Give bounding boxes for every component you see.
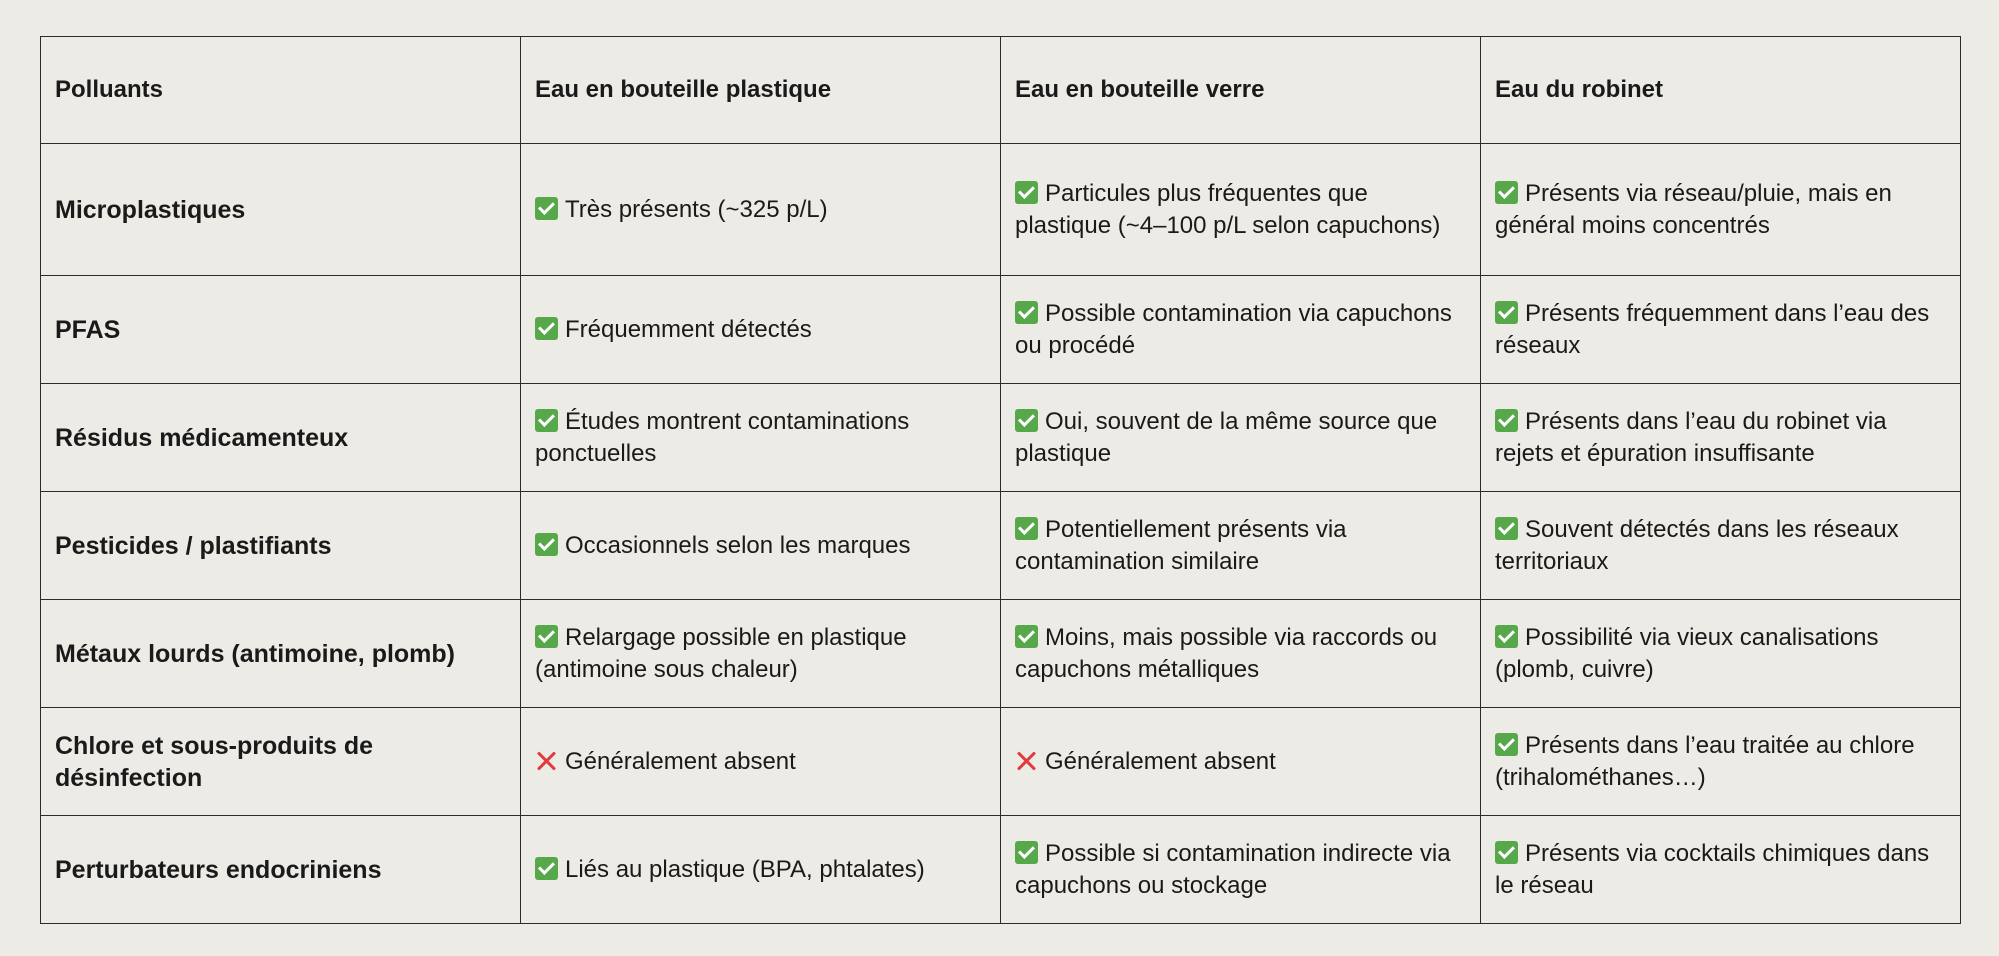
comparison-table-container [40,36,1961,924]
check-mark-icon [1495,301,1518,324]
cell-glass-bottle [1001,276,1481,384]
check-mark-icon [535,625,558,648]
cell-plastic-bottle [521,144,1001,276]
cell-text: Souvent détectés dans les réseaux territoriaux [1495,515,1899,575]
cell-text: Occasionnels selon les marques [565,531,911,559]
cell-plastic-bottle [521,708,1001,816]
cell-glass-bottle [1001,144,1481,276]
cross-mark-icon [1015,749,1038,772]
check-mark-icon [1495,409,1518,432]
cell-glass-bottle [1001,384,1481,492]
cross-mark-icon [535,749,558,772]
pollutant-name: PFAS [41,276,521,384]
cell-glass-bottle [1001,816,1481,924]
check-mark-icon [1495,517,1518,540]
check-mark-icon [535,409,558,432]
pollutant-name: Perturbateurs endocriniens [41,816,521,924]
check-mark-icon [535,857,558,880]
cell-glass-bottle [1001,708,1481,816]
check-mark-icon [1015,181,1038,204]
header-plastic-bottle: Eau en bouteille plastique [521,37,1001,144]
pollutant-name: Microplastiques [41,144,521,276]
check-mark-icon [535,533,558,556]
cell-text: Présents via réseau/pluie, mais en général moins concentrés [1495,179,1892,239]
check-mark-icon [1015,517,1038,540]
check-mark-icon [1495,841,1518,864]
cell-text: Possible si contamination indirecte via capuchons ou stockage [1015,839,1451,899]
pollutant-name: Métaux lourds (antimoine, plomb) [41,600,521,708]
cell-text: Généralement absent [1045,747,1276,775]
pollutant-name: Chlore et sous-produits de désinfection [41,708,521,816]
table-row [41,144,1961,276]
cell-tap-water [1481,276,1961,384]
table-row [41,816,1961,924]
table-row [41,708,1961,816]
check-mark-icon [1495,733,1518,756]
cell-text: Présents dans l’eau traitée au chlore (trihalométhanes…) [1495,731,1915,791]
pollutant-name: Pesticides / plastifiants [41,492,521,600]
check-mark-icon [1495,625,1518,648]
check-mark-icon [1015,409,1038,432]
header-pollutants: Polluants [41,37,521,144]
table-row [41,276,1961,384]
check-mark-icon [1015,301,1038,324]
cell-text: Fréquemment détectés [565,315,812,343]
cell-tap-water [1481,708,1961,816]
check-mark-icon [535,317,558,340]
cell-tap-water [1481,384,1961,492]
cell-text: Relargage possible en plastique (antimoine sous chaleur) [535,623,907,683]
cell-plastic-bottle [521,816,1001,924]
header-tap-water: Eau du robinet [1481,37,1961,144]
cell-text: Très présents (~325 p/L) [565,195,828,223]
table-header [41,37,1961,144]
table-row [41,384,1961,492]
check-mark-icon [1495,181,1518,204]
cell-tap-water [1481,816,1961,924]
cell-plastic-bottle [521,492,1001,600]
cell-text: Oui, souvent de la même source que plastique [1015,407,1438,467]
header-row [41,37,1961,144]
cell-glass-bottle [1001,492,1481,600]
table-row [41,492,1961,600]
header-glass-bottle: Eau en bouteille verre [1001,37,1481,144]
cell-text: Moins, mais possible via raccords ou capuchons métalliques [1015,623,1438,683]
table-body [41,144,1961,924]
cell-plastic-bottle [521,600,1001,708]
cell-text: Études montrent contaminations ponctuelles [535,407,910,467]
cell-text: Présents dans l’eau du robinet via rejets et épuration insuffisante [1495,407,1887,467]
pollutants-comparison-table [40,36,1961,924]
pollutant-name: Résidus médicamenteux [41,384,521,492]
cell-text: Possibilité via vieux canalisations (plomb, cuivre) [1495,623,1879,683]
table-row [41,600,1961,708]
cell-tap-water [1481,492,1961,600]
cell-plastic-bottle [521,384,1001,492]
cell-text: Présents fréquemment dans l’eau des réseaux [1495,299,1930,359]
check-mark-icon [535,197,558,220]
cell-tap-water [1481,600,1961,708]
cell-plastic-bottle [521,276,1001,384]
cell-text: Potentiellement présents via contamination similaire [1015,515,1347,575]
cell-text: Généralement absent [565,747,796,775]
cell-text: Particules plus fréquentes que plastique (~4–100 p/L selon capuchons) [1015,179,1441,239]
cell-text: Possible contamination via capuchons ou procédé [1015,299,1452,359]
cell-glass-bottle [1001,600,1481,708]
cell-tap-water [1481,144,1961,276]
cell-text: Liés au plastique (BPA, phtalates) [565,855,925,883]
cell-text: Présents via cocktails chimiques dans le réseau [1495,839,1930,899]
check-mark-icon [1015,625,1038,648]
check-mark-icon [1015,841,1038,864]
